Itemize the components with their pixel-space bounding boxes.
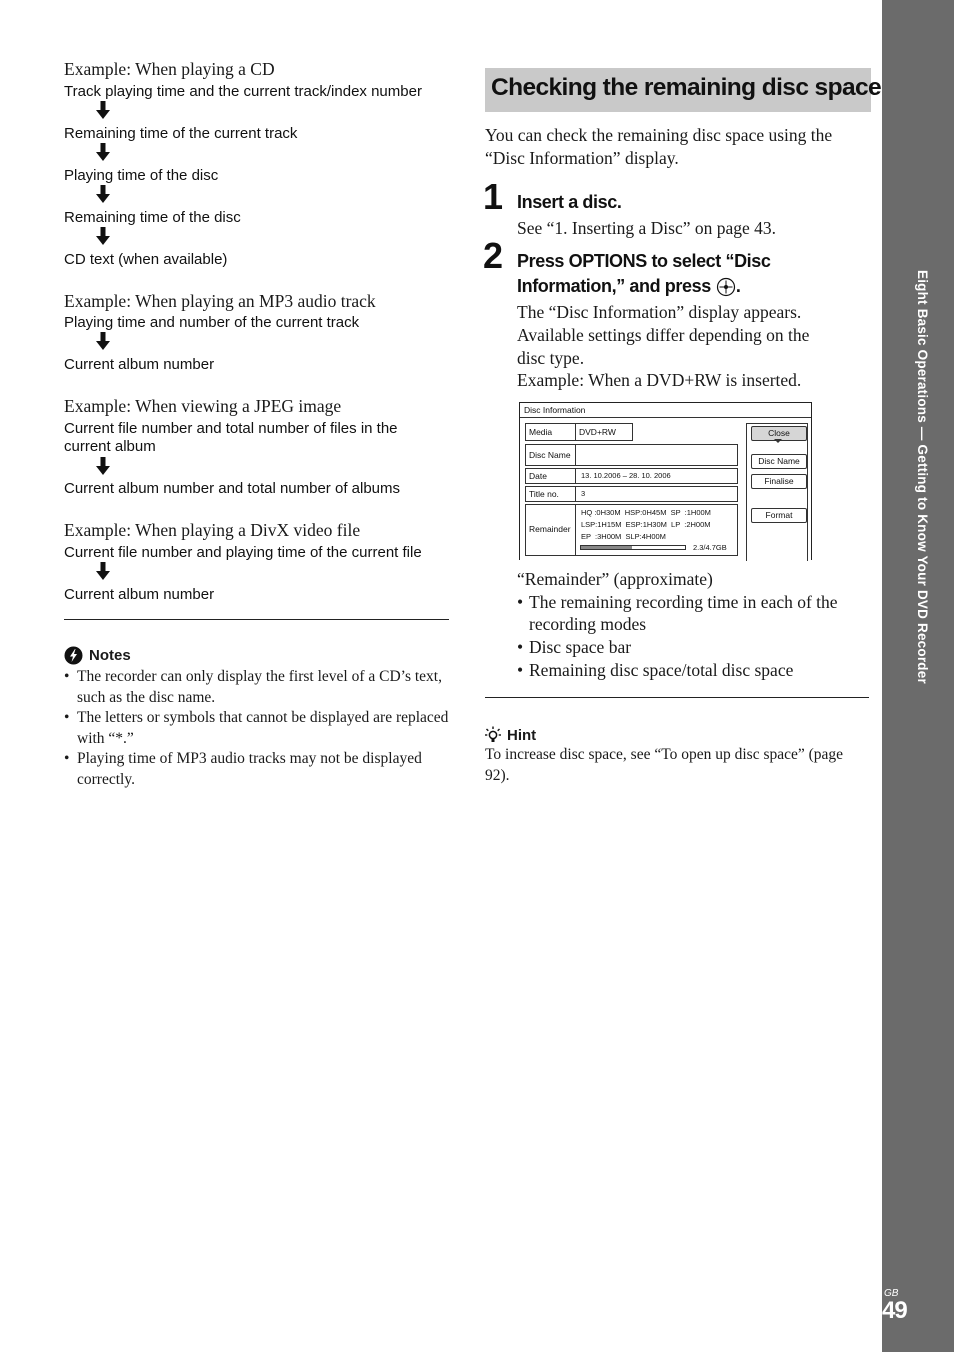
side-section-label: Eight Basic Operations — Getting to Know Your DVD Recorder [915, 270, 930, 684]
media-label: Media [529, 427, 553, 437]
mp3-step-1: Playing time and number of the current track [64, 314, 360, 331]
step-2-body-1: The “Disc Information” display appears. [517, 302, 802, 322]
note-text: The recorder can only display the first level of a CD’s text, such as the disc name. [77, 668, 442, 706]
finalise-button[interactable]: Finalise [751, 474, 807, 489]
step-2-body-2: Available settings differ depending on the [517, 325, 810, 345]
remainder-line: EP :3H00M SLP:4H00M [581, 532, 666, 541]
title-no-value: 3 [581, 489, 586, 498]
date-value: 13. 10.2006 – 28. 10. 2006 [581, 471, 671, 480]
media-value-box [575, 423, 633, 441]
step-2-body-3: disc type. [517, 348, 585, 368]
jpeg-step-1a: Current file number and total number of files in the [64, 420, 398, 437]
step-1-title: Insert a disc. [517, 192, 622, 212]
disc-space-bar [580, 545, 686, 550]
divx-step-2: Current album number [64, 586, 215, 603]
date-label-box [525, 468, 576, 484]
step-2-title-line-1: Press OPTIONS to select “Disc [517, 251, 771, 271]
bullet-text: recording modes [529, 614, 647, 634]
bullet-text: The remaining recording time in each of the [529, 592, 838, 612]
date-label: Date [529, 471, 547, 481]
lightbulb-icon [485, 726, 501, 744]
close-button[interactable]: Close [751, 426, 807, 441]
title-no-label: Title no. [529, 489, 559, 499]
step-2-title-text: Information,” and press [517, 276, 711, 296]
remainder-value-box [575, 504, 738, 556]
options-panel [746, 423, 808, 561]
down-arrow-icon [96, 143, 110, 161]
note-item: • Playing time of MP3 audio tracks may not be displayed correctly. [64, 749, 454, 790]
down-arrow-icon [96, 457, 110, 475]
remainder-label-box [525, 504, 576, 556]
hint-heading [485, 726, 536, 744]
hint-text: To increase disc space, see “To open up disc space” (page 92). [485, 746, 844, 784]
note-text: Playing time of MP3 audio tracks may not be displayed correctly. [77, 750, 422, 788]
cd-step-5: CD text (when available) [64, 251, 228, 268]
remainder-line: LSP:1H15M ESP:1H30M LP :2H00M [581, 520, 711, 529]
disc-name-label: Disc Name [529, 450, 571, 460]
divx-step-1: Current file number and playing time of the current file [64, 544, 422, 561]
enter-button-icon [716, 277, 736, 297]
step-1-number: 1 [483, 176, 504, 217]
region-code: GB [884, 1288, 899, 1299]
jpeg-step-2: Current album number and total number of albums [64, 480, 401, 497]
bullet-marker: • [517, 637, 524, 657]
bullet-marker: • [517, 592, 524, 612]
jpeg-example-heading: Example: When viewing a JPEG image [64, 396, 342, 416]
divx-example-heading: Example: When playing a DivX video file [64, 520, 361, 540]
down-arrow-icon [96, 185, 110, 203]
date-value-box [575, 468, 738, 484]
cd-step-3: Playing time of the disc [64, 167, 219, 184]
divider [485, 697, 869, 698]
title-no-value-box [575, 486, 738, 502]
disc-name-label-box [525, 444, 576, 466]
media-label-box [525, 423, 576, 441]
note-item: • The recorder can only display the first level of a CD’s text, such as the disc name. [64, 667, 454, 708]
page-number: 49 [882, 1297, 907, 1324]
bullet-text: Remaining disc space/total disc space [529, 660, 794, 680]
remainder-modes [581, 507, 711, 543]
remainder-line: HQ :0H30M HSP:0H45M SP :1H00M [581, 508, 711, 517]
cd-step-2: Remaining time of the current track [64, 125, 298, 142]
media-value: DVD+RW [579, 427, 616, 437]
notes-title: Notes [89, 647, 131, 664]
remainder-label: Remainder [529, 524, 571, 534]
cd-example-heading: Example: When playing a CD [64, 59, 275, 79]
format-button[interactable]: Format [751, 508, 807, 523]
disc-space-bar-fill [581, 546, 632, 549]
note-item: • The letters or symbols that cannot be displayed are replaced with “*.” [64, 708, 454, 749]
notes-icon [64, 646, 83, 665]
bullet-text: Disc space bar [529, 637, 632, 657]
disc-name-value-box [575, 444, 738, 466]
disc-name-button[interactable]: Disc Name [751, 454, 807, 469]
screen-title: Disc Information [524, 405, 586, 415]
step-2-title-end: . [735, 276, 741, 296]
down-arrow-icon [96, 101, 110, 119]
intro-paragraph: You can check the remaining disc space using the “Disc Information” display. [485, 125, 833, 168]
disc-space-text: 2.3/4.7GB [693, 543, 727, 552]
hint-title: Hint [507, 726, 537, 744]
down-arrow-icon [96, 227, 110, 245]
mp3-step-2: Current album number [64, 356, 215, 373]
selection-pointer-icon [774, 439, 782, 443]
remainder-heading: “Remainder” (approximate) [517, 569, 713, 589]
title-no-label-box [525, 486, 576, 502]
step-2-number: 2 [483, 235, 504, 276]
mp3-example-heading: Example: When playing an MP3 audio track [64, 291, 376, 311]
section-title: Checking the remaining disc space [491, 74, 882, 101]
jpeg-step-1b: current album [64, 438, 156, 455]
cd-step-4: Remaining time of the disc [64, 209, 241, 226]
notes-heading [64, 646, 131, 665]
cd-step-1: Track playing time and the current track/index number [64, 83, 422, 100]
screen-title-rule [520, 417, 811, 418]
note-text: The letters or symbols that cannot be displayed are replaced with “*.” [77, 709, 449, 747]
divider [64, 619, 449, 620]
step-1-body: See “1. Inserting a Disc” on page 43. [517, 218, 777, 238]
disc-information-screen [519, 402, 812, 560]
bullet-marker: • [517, 660, 524, 680]
step-2-body-4: Example: When a DVD+RW is inserted. [517, 370, 802, 390]
down-arrow-icon [96, 332, 110, 350]
step-2-title-line-2 [517, 274, 740, 299]
down-arrow-icon [96, 562, 110, 580]
